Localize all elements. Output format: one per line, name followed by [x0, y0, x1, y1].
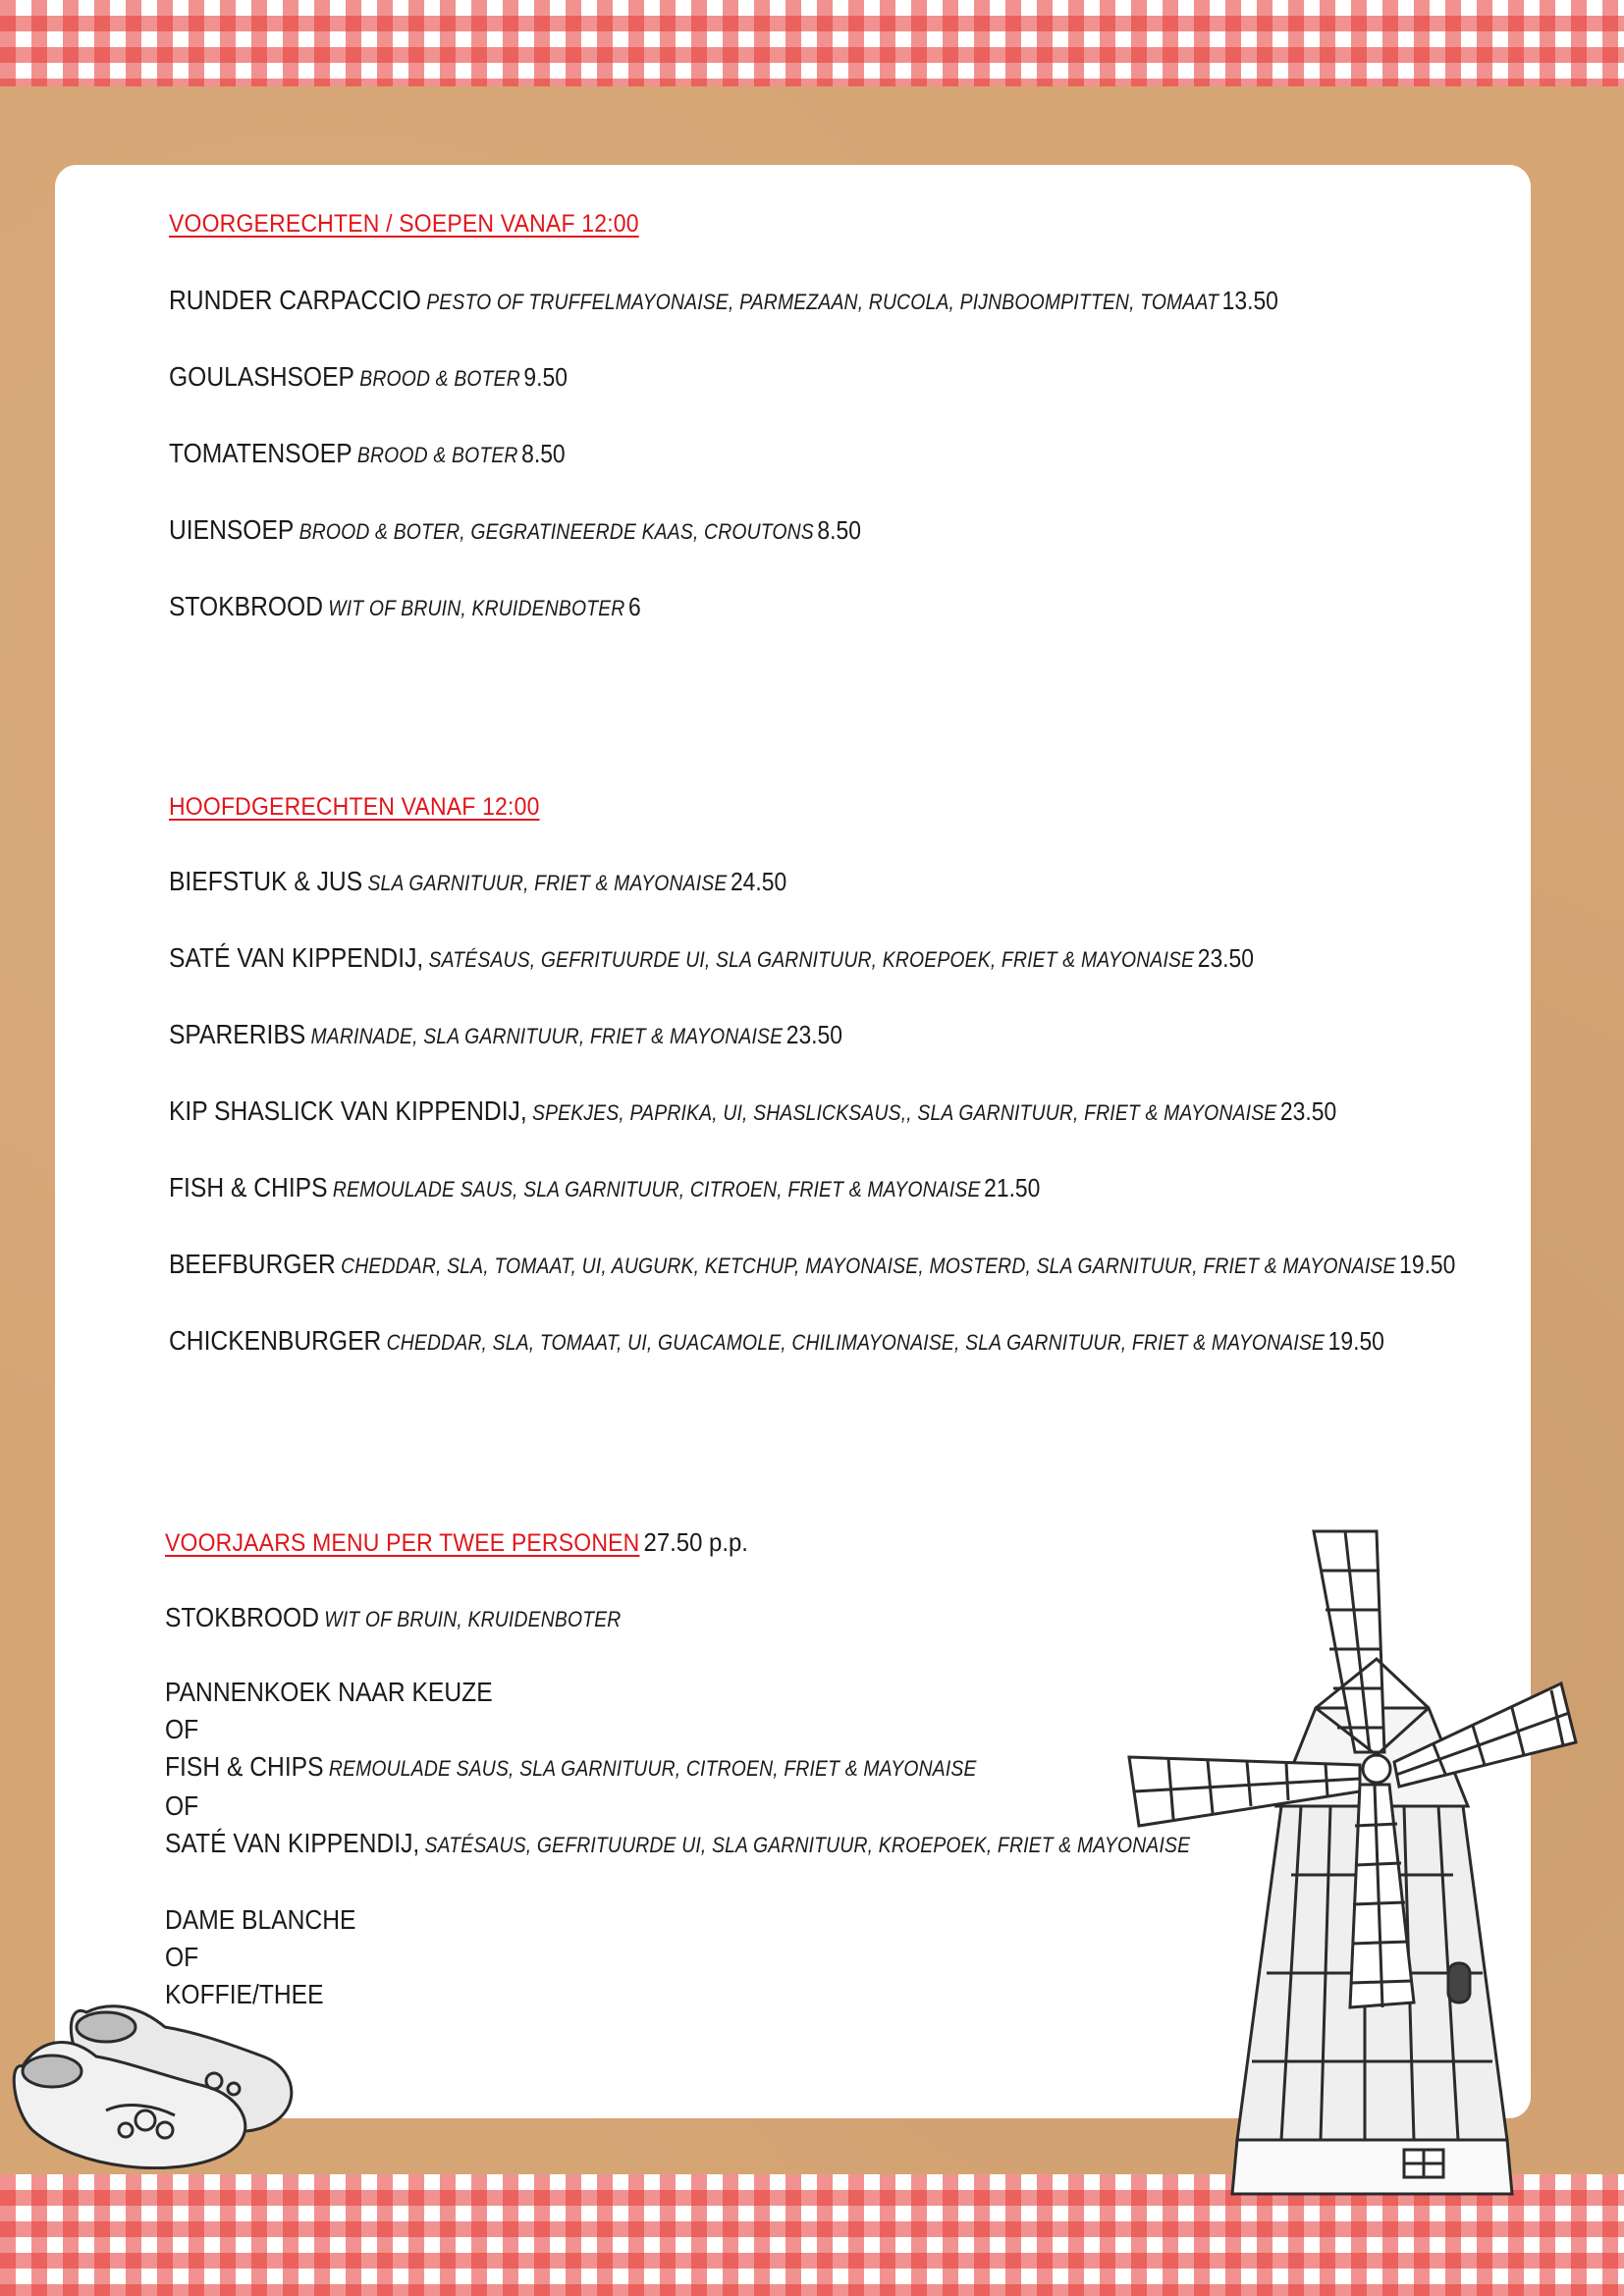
- item-name: TOMATENSOEP: [169, 438, 352, 468]
- item-description: SATÉSAUS, GEFRITUURDE UI, SLA GARNITUUR, KROEPOEK, FRIET & MAYONAISE: [428, 947, 1195, 972]
- item-name: UIENSOEP: [169, 514, 295, 545]
- item-description: WIT OF BRUIN, KRUIDENBOTER: [328, 596, 625, 620]
- item-description: WIT OF BRUIN, KRUIDENBOTER: [324, 1607, 622, 1631]
- item-description: SATÉSAUS, GEFRITUURDE UI, SLA GARNITUUR, KROEPOEK, FRIET & MAYONAISE: [424, 1833, 1191, 1857]
- item-name: STOKBROOD: [165, 1602, 319, 1632]
- item-price: 8.50: [521, 439, 566, 468]
- item-description: REMOULADE SAUS, SLA GARNITUUR, CITROEN, FRIET & MAYONAISE: [332, 1177, 981, 1201]
- menu-item: [169, 438, 566, 469]
- item-description: BROOD & BOTER: [359, 366, 520, 391]
- item-description: BROOD & BOTER, GEGRATINEERDE KAAS, CROUTONS: [298, 519, 814, 544]
- spring-dessert-dame-blanche: DAME BLANCHE: [165, 1904, 356, 1935]
- menu-item: [169, 1172, 1040, 1203]
- spring-menu-heading: [165, 1527, 748, 1558]
- item-price: 9.50: [523, 362, 568, 392]
- spring-choice-fish: [165, 1751, 980, 1783]
- menu-item: [169, 866, 786, 897]
- item-description: CHEDDAR, SLA, TOMAAT, UI, AUGURK, KETCHUP, MAYONAISE, MOSTERD, SLA GARNITUUR, FRIET & MAYONAISE: [341, 1254, 1396, 1278]
- spring-bread: [165, 1602, 624, 1633]
- item-name: BEEFBURGER: [169, 1249, 336, 1279]
- windmill-illustration: [1119, 1512, 1581, 2199]
- menu-item: [169, 942, 1254, 974]
- item-name: STOKBROOD: [169, 591, 323, 621]
- item-price: 23.50: [785, 1020, 843, 1049]
- item-price: 19.50: [1399, 1250, 1456, 1279]
- spring-or: OF: [165, 1942, 199, 1972]
- item-name: GOULASHSOEP: [169, 361, 354, 392]
- menu-item: [169, 285, 1278, 316]
- menu-item: [169, 591, 641, 622]
- item-name: SATÉ VAN KIPPENDIJ,: [169, 942, 424, 973]
- clogs-illustration: [8, 1973, 322, 2169]
- gingham-border-top: [0, 0, 1624, 86]
- item-description: SPEKJES, PAPRIKA, UI, SHASLICKSAUS,, SLA GARNITUUR, FRIET & MAYONAISE: [531, 1100, 1277, 1125]
- item-name: CHICKENBURGER: [169, 1325, 382, 1356]
- menu-item: [169, 514, 861, 546]
- menu-item: [169, 361, 568, 393]
- item-price: 21.50: [984, 1173, 1041, 1202]
- menu-item: [169, 1249, 1455, 1280]
- item-name: BIEFSTUK & JUS: [169, 866, 363, 896]
- spring-menu-price: 27.50 p.p.: [643, 1527, 748, 1557]
- starters-title: VOORGERECHTEN / SOEPEN VANAF 12:00: [169, 210, 639, 238]
- item-description: CHEDDAR, SLA, TOMAAT, UI, GUACAMOLE, CHILIMAYONAISE, SLA GARNITUUR, FRIET & MAYONAISE: [386, 1330, 1326, 1355]
- menu-item: [169, 1325, 1384, 1357]
- item-name: FISH & CHIPS: [169, 1172, 328, 1202]
- item-price: 8.50: [817, 515, 861, 545]
- item-name: KIP SHASLICK VAN KIPPENDIJ,: [169, 1095, 527, 1126]
- item-price: 24.50: [730, 867, 787, 896]
- item-name: SPARERIBS: [169, 1019, 306, 1049]
- item-name: RUNDER CARPACCIO: [169, 285, 421, 315]
- item-description: BROOD & BOTER: [356, 443, 518, 467]
- item-price: 19.50: [1327, 1326, 1384, 1356]
- item-price: 23.50: [1197, 943, 1254, 973]
- item-description: SLA GARNITUUR, FRIET & MAYONAISE: [367, 871, 728, 895]
- spring-or: OF: [165, 1790, 199, 1821]
- item-description: REMOULADE SAUS, SLA GARNITUUR, CITROEN, FRIET & MAYONAISE: [328, 1756, 977, 1781]
- spring-menu-title: VOORJAARS MENU PER TWEE PERSONEN: [165, 1529, 640, 1557]
- item-price: 13.50: [1221, 286, 1278, 315]
- item-description: MARINADE, SLA GARNITUUR, FRIET & MAYONAISE: [310, 1024, 784, 1048]
- spring-dessert-coffee: KOFFIE/THEE: [165, 1979, 324, 2009]
- menu-item: [169, 1095, 1336, 1127]
- item-name: SATÉ VAN KIPPENDIJ,: [165, 1828, 420, 1858]
- spring-choice-sate: [165, 1828, 1194, 1859]
- item-description: PESTO OF TRUFFELMAYONAISE, PARMEZAAN, RUCOLA, PIJNBOOMPITTEN, TOMAAT: [426, 290, 1219, 314]
- spring-choice-pancake: PANNENKOEK NAAR KEUZE: [165, 1677, 493, 1707]
- menu-item: [169, 1019, 842, 1050]
- spring-or: OF: [165, 1714, 199, 1744]
- item-name: FISH & CHIPS: [165, 1751, 324, 1782]
- item-price: 23.50: [1279, 1096, 1337, 1126]
- mains-title: HOOFDGERECHTEN VANAF 12:00: [169, 793, 540, 821]
- item-price: 6: [627, 592, 641, 621]
